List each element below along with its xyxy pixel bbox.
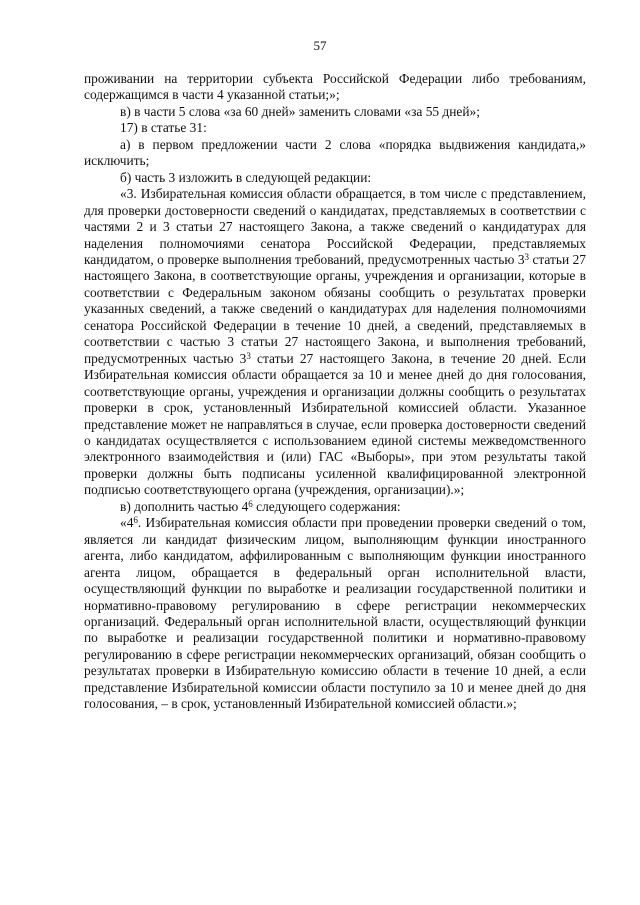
paragraph-part-4-6: «$4^6$. Избирательная комиссия области при проведении проверки сведений о том, является ли кандидат физическим лицом, выполняющим функции иностранного агента, либо кандидатом, аффилированным с выполняющим функции иностранного агента лицом, обращается в федеральный орган исполнительной власти, осуществляющий функции по выработке и реализации государственной политики и нормативно-правовому регулированию в сфере регистрации некоммерческих организаций. Федеральный орган исполнительной власти, осуществляющий функции по выработке и реализации государственной политики и нормативно-правовому регулированию в сфере регистрации некоммерческих организаций, обязан сообщить о результатах проверки в Избирательную комиссию области в течение 10 дней, а если представление Избирательной комиссии области поступило за 10 и менее дней до дня голосования, – в срок, установленный Избирательной комиссией области.»; [84, 515, 586, 712]
paragraph-amendment-v2: в) дополнить частью $4^6$ следующего содержания: [120, 498, 401, 514]
paragraph-part-3: «3. Избирательная комиссия области обращается, в том числе с представлением, для проверки достоверности сведений о кандидатах, представляемых в соответствии с частями 2 и 3 статьи 27 настоящего Закона, а также сведений о кандидатурах для наделения полномочиями сенатора Российской Федерации, представляемых кандидатом, о проверке выполнения требований, предусмотренных частью $3^3$ статьи 27 настоящего Закона, в соответствующие органы, учреждения и организации, которые в соответствии с Федеральным законом обязаны сообщить о результатах проверки указанных сведений, а также сведений о кандидатурах для наделения полномочиями сенатора Российской Федерации в течение 10 дней, а сведений, представляемых в соответствии с частью 3 статьи 27 настоящего Закона, и выполнения требований, предусмотренных частью $3^3$ статьи 27 настоящего Закона, в течение 20 дней. Если Избирательная комиссия области обращается за 10 и менее дней до дня голосования, соответствующие органы, учреждения и организации должны сообщить о результатах проверки в срок, установленный Избирательной комиссией области. Указанное представление может не направляться в случае, если проверка достоверности сведений о кандидатах осуществляется с использованием единой системы межведомственного электронного взаимодействия и (или) ГАС «Выборы», при этом результаты такой проверки должны быть подписаны усиленной квалифицированной электронной подписью соответствующего органа (учреждения, организации).»; [84, 186, 586, 498]
paragraph-amendment-b: б) часть 3 изложить в следующей редакции: [120, 169, 372, 185]
paragraph-amendment-a: а) в первом предложении части 2 слова «порядка выдвижения кандидата,» исключить; [84, 136, 586, 169]
paragraph-continuation: проживании на территории субъекта Российской Федерации либо требованиям, содержащимся в части 4 указанной статьи;»; [84, 71, 586, 103]
page-number: 57 [313, 38, 327, 53]
document-body [84, 71, 586, 713]
paragraph-article-31: 17) в статье 31: [120, 120, 207, 136]
paragraph-amendment-v: в) в части 5 слова «за 60 дней» заменить словами «за 55 дней»; [120, 103, 480, 119]
